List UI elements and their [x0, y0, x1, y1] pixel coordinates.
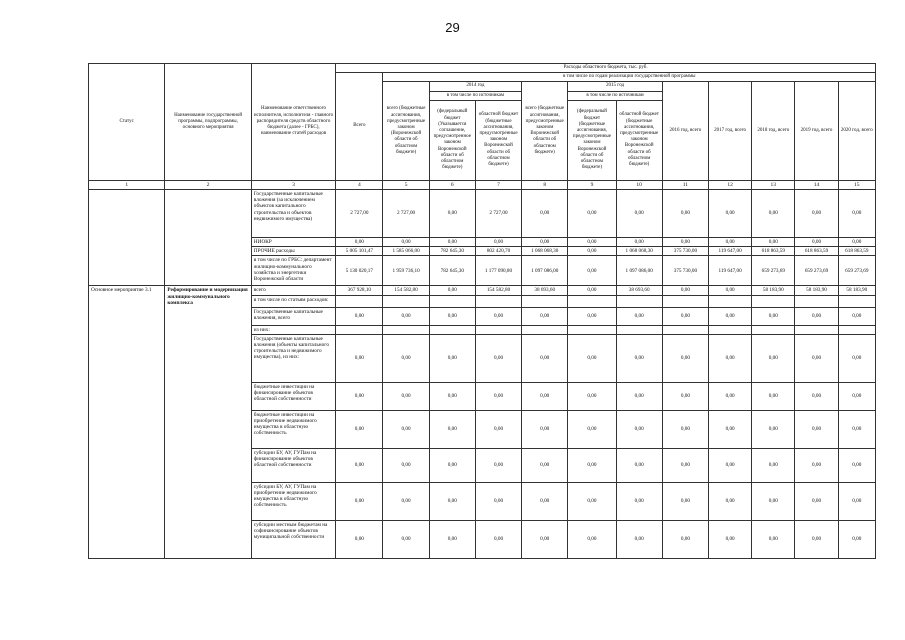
column-number: 10	[616, 180, 662, 189]
cell-value: 0,00	[383, 238, 429, 247]
cell-value: 659 273,69	[838, 256, 875, 286]
cell-value: 0,00	[709, 520, 752, 558]
cell-value: 0,00	[429, 482, 475, 520]
cell-value	[336, 295, 383, 307]
cell-value: 0,00	[475, 410, 521, 448]
cell-value: 0,00	[429, 307, 475, 325]
cell-value: 0,00	[383, 410, 429, 448]
cell-value: 0,00	[795, 482, 838, 520]
cell-value: 0,00	[568, 286, 616, 295]
header-2017: 2017 год, всего	[709, 82, 752, 180]
header-obl-2014: областной бюджет (бюджетные ассигнования, предусмотренные законом Воронежской области об областном бюджете)	[475, 100, 521, 180]
cell-value: 0,00	[336, 448, 383, 482]
cell-value: 58 183,90	[838, 286, 875, 295]
header-in-incl-2014: в том числе по источникам	[429, 91, 521, 100]
cell-value	[616, 295, 662, 307]
cell-value	[709, 295, 752, 307]
section-name: Реформирование и модернизация жилищно-коммунального комплекса	[165, 286, 251, 558]
cell-value	[662, 295, 708, 307]
cell-value: 0,00	[616, 190, 662, 238]
cell-value	[795, 295, 838, 307]
table-row	[89, 190, 876, 238]
budget-table	[88, 63, 876, 559]
cell-value: 0,00	[616, 482, 662, 520]
header-2015: 2015 год	[568, 82, 662, 91]
header-in-incl-2015: в том числе по источникам	[568, 91, 662, 100]
page-number: 29	[445, 20, 460, 35]
column-number: 1	[89, 180, 165, 189]
cell-value: 38 693,60	[522, 286, 568, 295]
cell-value: 0,00	[616, 520, 662, 558]
cell-value: 0,00	[383, 448, 429, 482]
cell-value: 1 959 736,10	[383, 256, 429, 286]
cell-value: 0,00	[709, 410, 752, 448]
cell-value: 0,00	[662, 482, 708, 520]
cell-value: 2 727,00	[383, 190, 429, 238]
cell-value: 659 273,69	[795, 256, 838, 286]
cell-value: 0,00	[336, 307, 383, 325]
cell-value: 0,00	[475, 238, 521, 247]
cell-value	[429, 295, 475, 307]
cell-value: 618 863,59	[795, 247, 838, 256]
column-number: 3	[251, 180, 335, 189]
cell-value: 0,00	[662, 382, 708, 410]
cell-value: 0,00	[662, 190, 708, 238]
cell-value: 0,00	[838, 307, 875, 325]
cell-value	[568, 295, 616, 307]
cell-value: 0,00	[838, 520, 875, 558]
cell-value: 0,00	[662, 448, 708, 482]
cell-value: 0,00	[838, 334, 875, 382]
cell-value: 0,00	[475, 448, 521, 482]
cell-value: 0,00	[522, 448, 568, 482]
header-obl-2015: областной бюджет (бюджетные ассигнования, предусмотренные законом Воронежской области об областном бюджете)	[616, 100, 662, 180]
cell-value: 0,00	[838, 238, 875, 247]
cell-value: 0,00	[429, 238, 475, 247]
cell-value: 0,00	[475, 382, 521, 410]
cell-value: 154 582,80	[475, 286, 521, 295]
cell-value: 1 585 066,00	[383, 247, 429, 256]
header-total-incl-2014: всего (бюджетные ассигнования, предусмотренные законом (Воронежской области об областном бюджете)	[383, 82, 429, 180]
cell-value: 0,00	[429, 382, 475, 410]
header-fed-2015: (федеральный бюджет (бюджетные ассигнования, предусмотренные законом Воронежской области об областном бюджете)	[568, 100, 616, 180]
cell-value: 0,00	[752, 410, 795, 448]
header-fed-2014: (федеральный бюджет (Указывается соглашение, предусмотренное законом Воронежской области об областном бюджете)	[429, 100, 475, 180]
cell-value: 0,00	[336, 238, 383, 247]
cell-value: 0,00	[795, 410, 838, 448]
cell-value: 0,00	[662, 286, 708, 295]
cell-value: 0,00	[752, 334, 795, 382]
section-status: Основное мероприятие 3.1	[89, 286, 165, 558]
cell-value: 0,00	[662, 520, 708, 558]
row-label: в том числе по ГРБС: департамент жилищно-коммунального хозяйства и энергетики Воронежской области	[251, 256, 335, 286]
row-label: бюджетные инвестиции на финансирование объектов областной собственности	[251, 382, 335, 410]
cell-value: 0,00	[522, 238, 568, 247]
cell-value: 0,00	[429, 334, 475, 382]
cell-value: 0,00	[838, 382, 875, 410]
cell-value: 0,00	[838, 190, 875, 238]
cell-value: 0,00	[522, 190, 568, 238]
cell-value: 0,00	[475, 520, 521, 558]
cell-value: 0,00	[336, 382, 383, 410]
cell-value: 0,00	[383, 382, 429, 410]
header-total-incl-2015: всего (бюджетные ассигнования, предусмотренные законом Воронежской области об областном бюджете)	[522, 82, 568, 180]
header-program: Наименование государственной программы, подпрограммы, основного мероприятия	[165, 64, 251, 181]
cell-value: 0,00	[662, 334, 708, 382]
cell-value: 5 130 020,17	[336, 256, 383, 286]
cell-value: 0,00	[795, 307, 838, 325]
cell-value: 58 183,90	[795, 286, 838, 295]
cell-value: 0,00	[568, 482, 616, 520]
cell-value: 0,00	[522, 410, 568, 448]
row-label: бюджетные инвестиции на приобретение недвижимого имущества в областную собственность	[251, 410, 335, 448]
header-2016: 2016 год, всего	[662, 82, 708, 180]
cell-value: 0,00	[429, 410, 475, 448]
row-label: НИОКР	[251, 238, 335, 247]
cell-value	[383, 295, 429, 307]
cell-value: 58 183,90	[752, 286, 795, 295]
status-cell-empty	[89, 190, 165, 286]
column-number: 11	[662, 180, 708, 189]
cell-value: 0,00	[662, 307, 708, 325]
cell-value: 0,00	[429, 520, 475, 558]
row-label: ПРОЧИЕ расходы	[251, 247, 335, 256]
cell-value: 0,00	[522, 334, 568, 382]
cell-value	[568, 325, 616, 334]
cell-value: 618 863,59	[838, 247, 875, 256]
row-label: Государственные капитальные вложения (за исключением объектов капитального строительства и объектов недвижимого имущества)	[251, 190, 335, 238]
cell-value: 0,00	[709, 334, 752, 382]
cell-value: 375 730,00	[662, 256, 708, 286]
row-label: субсидии БУ, АУ, ГУПам на приобретение недвижимого имущества в областную собственность	[251, 482, 335, 520]
cell-value: 0,00	[568, 256, 616, 286]
cell-value: 0,00	[752, 190, 795, 238]
cell-value: 0,00	[709, 482, 752, 520]
cell-value: 0,00	[522, 382, 568, 410]
header-expenses: Расходы областного бюджета, тыс. руб.	[336, 64, 876, 73]
cell-value: 2 727,00	[336, 190, 383, 238]
cell-value: 0,00	[336, 482, 383, 520]
cell-value: 0,00	[383, 482, 429, 520]
cell-value: 0,00	[795, 520, 838, 558]
cell-value: 0,00	[838, 410, 875, 448]
cell-value: 0,00	[475, 334, 521, 382]
cell-value: 802 420,70	[475, 247, 521, 256]
cell-value: 0,00	[568, 382, 616, 410]
cell-value: 0,00	[336, 520, 383, 558]
cell-value: 0,00	[752, 448, 795, 482]
cell-value	[522, 295, 568, 307]
cell-value: 0,00	[616, 410, 662, 448]
cell-value: 0,00	[568, 247, 616, 256]
row-label: Государственные капитальные вложения (объекты капитального строительства и недвижимого имущества), из них:	[251, 334, 335, 382]
cell-value: 0,00	[795, 334, 838, 382]
column-number: 8	[522, 180, 568, 189]
cell-value: 2 727,00	[475, 190, 521, 238]
header-incl-years: в том числе по годам реализации государственной программы	[383, 73, 876, 82]
cell-value	[752, 295, 795, 307]
cell-value: 38 693,60	[616, 286, 662, 295]
cell-value: 0,00	[522, 307, 568, 325]
cell-value	[475, 295, 521, 307]
row-label: всего	[251, 286, 335, 295]
cell-value: 618 863,59	[752, 247, 795, 256]
cell-value: 0,00	[795, 448, 838, 482]
cell-value: 0,00	[568, 238, 616, 247]
cell-value: 0,00	[568, 190, 616, 238]
cell-value: 0,00	[752, 520, 795, 558]
row-label: субсидии местным бюджетам на софинансирование объектов муниципальной собственности	[251, 520, 335, 558]
cell-value	[662, 325, 708, 334]
cell-value: 0,00	[568, 410, 616, 448]
cell-value: 0,00	[752, 482, 795, 520]
cell-value	[838, 295, 875, 307]
cell-value: 367 928,10	[336, 286, 383, 295]
cell-value: 0,00	[522, 520, 568, 558]
cell-value: 0,00	[336, 334, 383, 382]
cell-value: 0,00	[709, 238, 752, 247]
header-status: Статус	[89, 64, 165, 181]
row-label: субсидии БУ, АУ, ГУПам на финансирование объектов областной собственности	[251, 448, 335, 482]
column-number: 5	[383, 180, 429, 189]
cell-value: 0,00	[568, 448, 616, 482]
header-total: Всего	[336, 73, 383, 181]
cell-value: 0,00	[795, 382, 838, 410]
column-number: 13	[752, 180, 795, 189]
cell-value	[522, 325, 568, 334]
cell-value: 1 097 086,00	[616, 256, 662, 286]
cell-value: 5 005 101,47	[336, 247, 383, 256]
cell-value: 0,00	[522, 482, 568, 520]
cell-value: 0,00	[616, 382, 662, 410]
cell-value: 119 647,00	[709, 256, 752, 286]
cell-value: 1 177 090,80	[475, 256, 521, 286]
cell-value: 0,00	[568, 334, 616, 382]
cell-value: 0,00	[336, 410, 383, 448]
header-2020: 2020 год, всего	[838, 82, 875, 180]
cell-value	[616, 325, 662, 334]
column-number: 7	[475, 180, 521, 189]
cell-value: 0,00	[752, 382, 795, 410]
header-2014: 2014 год	[429, 82, 521, 91]
cell-value: 0,00	[616, 448, 662, 482]
cell-value: 1 097 086,00	[522, 256, 568, 286]
cell-value: 0,00	[429, 190, 475, 238]
cell-value: 0,00	[383, 334, 429, 382]
column-number: 12	[709, 180, 752, 189]
cell-value: 0,00	[662, 410, 708, 448]
cell-value	[475, 325, 521, 334]
cell-value: 0,00	[838, 482, 875, 520]
column-number-row	[89, 180, 876, 189]
name-cell-empty	[165, 190, 251, 286]
row-label: в том числе по статьям расходов:	[251, 295, 335, 307]
cell-value: 0,00	[709, 448, 752, 482]
cell-value: 1 068 068,30	[616, 247, 662, 256]
cell-value: 659 273,69	[752, 256, 795, 286]
cell-value: 0,00	[475, 482, 521, 520]
row-label: Государственные капитальные вложения, всего	[251, 307, 335, 325]
cell-value: 1 068 068,30	[522, 247, 568, 256]
cell-value: 0,00	[795, 238, 838, 247]
column-number: 6	[429, 180, 475, 189]
header-2018: 2018 год, всего	[752, 82, 795, 180]
column-number: 15	[838, 180, 875, 189]
cell-value	[752, 325, 795, 334]
cell-value	[429, 325, 475, 334]
table-row	[89, 286, 876, 295]
header-executor: Наименование ответственного исполнителя, исполнителя - главного распорядителя средств областного бюджета (далее - ГРБС), наименование статей расходов	[251, 64, 335, 181]
cell-value	[795, 325, 838, 334]
column-number: 9	[568, 180, 616, 189]
cell-value: 154 582,80	[383, 286, 429, 295]
cell-value: 0,00	[709, 307, 752, 325]
cell-value: 0,00	[616, 238, 662, 247]
cell-value: 0,00	[795, 190, 838, 238]
cell-value	[709, 325, 752, 334]
cell-value	[336, 325, 383, 334]
cell-value: 0,00	[752, 307, 795, 325]
cell-value: 0,00	[568, 520, 616, 558]
cell-value: 0,00	[475, 307, 521, 325]
cell-value	[383, 325, 429, 334]
cell-value: 375 730,00	[662, 247, 708, 256]
cell-value: 0,00	[568, 307, 616, 325]
cell-value: 0,00	[709, 286, 752, 295]
cell-value: 0,00	[429, 286, 475, 295]
cell-value: 782 645,30	[429, 247, 475, 256]
cell-value	[838, 325, 875, 334]
cell-value: 0,00	[662, 238, 708, 247]
column-number: 14	[795, 180, 838, 189]
cell-value: 0,00	[752, 238, 795, 247]
header-2019: 2019 год, всего	[795, 82, 838, 180]
cell-value: 0,00	[429, 448, 475, 482]
cell-value: 0,00	[709, 190, 752, 238]
column-number: 4	[336, 180, 383, 189]
cell-value: 0,00	[616, 307, 662, 325]
cell-value: 0,00	[838, 448, 875, 482]
cell-value: 0,00	[383, 307, 429, 325]
column-number: 2	[165, 180, 251, 189]
row-label: из них:	[251, 325, 335, 334]
cell-value: 0,00	[616, 334, 662, 382]
cell-value: 0,00	[383, 520, 429, 558]
cell-value: 782 645,30	[429, 256, 475, 286]
cell-value: 119 647,00	[709, 247, 752, 256]
cell-value: 0,00	[709, 382, 752, 410]
